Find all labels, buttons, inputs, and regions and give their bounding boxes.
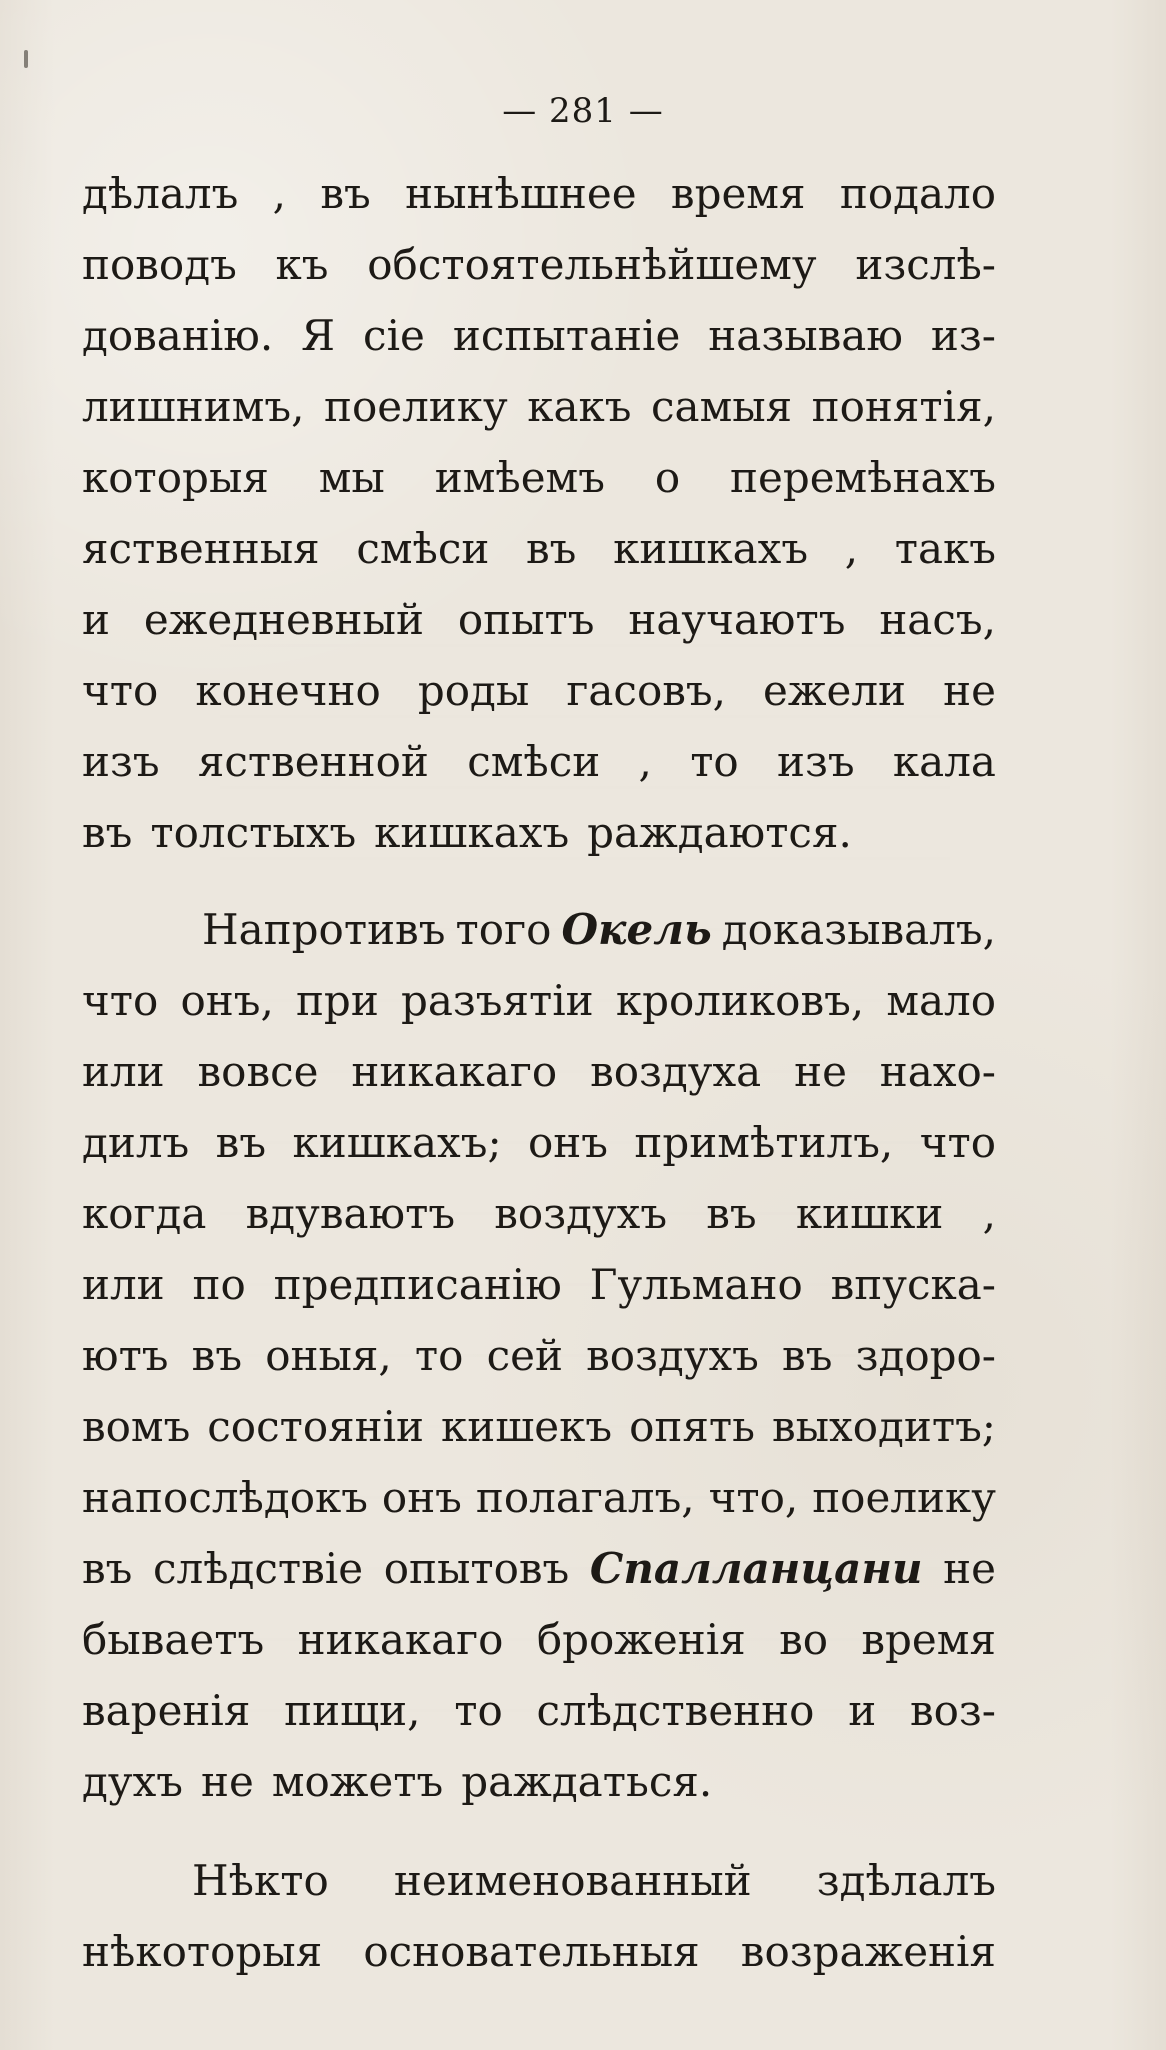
page-body	[82, 158, 996, 1987]
text-line	[82, 655, 996, 726]
word: при	[295, 976, 379, 1025]
word: изъ	[82, 737, 160, 786]
word: кишкахъ	[613, 524, 809, 573]
word: кала	[892, 737, 996, 786]
word: самыя	[651, 382, 793, 431]
text-line	[82, 158, 996, 229]
text-line	[82, 1604, 996, 1675]
word: въ	[215, 1118, 267, 1167]
word: роды	[417, 666, 530, 715]
word: поелику	[323, 382, 508, 431]
word: впуска-	[830, 1260, 996, 1309]
word: что	[919, 1118, 996, 1167]
word: Окель	[561, 905, 712, 954]
word: въ	[82, 808, 133, 857]
paragraph-1	[82, 158, 996, 868]
text-line	[82, 1320, 996, 1391]
word: не	[200, 1757, 254, 1806]
word: кишкахъ	[374, 808, 570, 857]
text-line	[82, 442, 996, 513]
word: можетъ	[271, 1757, 444, 1806]
text-line	[82, 1249, 996, 1320]
word: или	[82, 1047, 165, 1096]
word: напослѣдокъ	[82, 1473, 368, 1522]
word: Спалланцани	[589, 1544, 923, 1593]
word: онъ,	[180, 976, 274, 1025]
word: толстыхъ	[150, 808, 357, 857]
word: время	[861, 1615, 996, 1664]
word: что,	[708, 1473, 799, 1522]
word: дованію.	[82, 311, 274, 360]
word: оныя,	[265, 1331, 392, 1380]
word: выходитъ;	[771, 1402, 996, 1451]
word: въ	[706, 1189, 757, 1238]
word: ,	[272, 169, 287, 218]
word: понятія,	[811, 382, 996, 431]
word: время	[670, 169, 806, 218]
word: броженія	[536, 1615, 746, 1664]
text-line	[82, 797, 996, 868]
word: опять	[629, 1402, 755, 1451]
word: Гульмано	[589, 1260, 803, 1309]
word: сей	[486, 1331, 563, 1380]
word: Я	[301, 311, 336, 360]
word: предписанію	[273, 1260, 562, 1309]
text-line	[82, 371, 996, 442]
word: гасовъ,	[566, 666, 726, 715]
word: раждаться.	[461, 1757, 713, 1806]
word: раждаются.	[587, 808, 852, 857]
word: и	[82, 595, 110, 644]
word: опытъ	[457, 595, 595, 644]
word: ютъ	[82, 1331, 169, 1380]
word: варенія	[82, 1686, 251, 1735]
page-number: — 281 —	[502, 91, 664, 131]
paragraph-2	[82, 894, 996, 1817]
word: ,	[638, 737, 652, 786]
text-line	[82, 726, 996, 797]
word: по	[192, 1260, 246, 1309]
word: перемѣнахъ	[729, 453, 996, 502]
text-line	[82, 1036, 996, 1107]
word: слѣдствіе	[152, 1544, 364, 1593]
word: ежедневный	[143, 595, 424, 644]
word: въ	[782, 1331, 833, 1380]
word: никакаго	[297, 1615, 504, 1664]
word: того	[455, 905, 552, 954]
text-line	[82, 1178, 996, 1249]
word: имѣемъ	[434, 453, 605, 502]
word: кишекъ	[441, 1402, 613, 1451]
text-line	[82, 1462, 996, 1533]
word: кишкахъ;	[292, 1118, 502, 1167]
text-line	[82, 1916, 996, 1987]
word: не	[943, 1544, 996, 1593]
word: что	[82, 666, 159, 715]
word: что	[82, 976, 159, 1025]
word: къ	[275, 240, 329, 289]
word: вомъ	[82, 1402, 191, 1451]
word: дѣлалъ	[82, 169, 239, 218]
word: какъ	[527, 382, 632, 431]
word: воз-	[909, 1686, 996, 1735]
word: вовсе	[197, 1047, 319, 1096]
word: воздухъ	[586, 1331, 759, 1380]
paragraph-3	[82, 1845, 996, 1987]
word: воздуха	[590, 1047, 762, 1096]
word: полагалъ,	[475, 1473, 695, 1522]
word: опытовъ	[383, 1544, 570, 1593]
text-line	[82, 965, 996, 1036]
paragraph-gap	[82, 868, 996, 894]
word: мало	[886, 976, 996, 1025]
word: насъ,	[879, 595, 996, 644]
word: которыя	[82, 453, 269, 502]
word: и	[848, 1686, 877, 1735]
word: нахо-	[879, 1047, 996, 1096]
word: здѣлалъ	[816, 1856, 996, 1905]
word: воздухъ	[494, 1189, 668, 1238]
word: разъятіи	[400, 976, 594, 1025]
word: онъ	[381, 1473, 462, 1522]
text-line	[82, 894, 996, 965]
text-line	[82, 229, 996, 300]
word: нынѣшнее	[405, 169, 637, 218]
text-line	[82, 1107, 996, 1178]
word: кроликовъ,	[615, 976, 865, 1025]
word: въ	[191, 1331, 243, 1380]
text-line	[82, 1533, 996, 1604]
word: или	[82, 1260, 165, 1309]
word: то	[454, 1686, 503, 1735]
word: кишки	[795, 1189, 944, 1238]
word: во	[779, 1615, 829, 1664]
word: то	[690, 737, 739, 786]
word: неименованный	[393, 1856, 752, 1905]
word: примѣтилъ,	[634, 1118, 894, 1167]
word: доказывалъ,	[721, 905, 996, 954]
word: духъ	[82, 1757, 183, 1806]
word: изъ	[777, 737, 855, 786]
word: вдуваютъ	[245, 1189, 456, 1238]
word: поводъ	[82, 240, 237, 289]
word: не	[943, 666, 996, 715]
word: когда	[82, 1189, 207, 1238]
word: лишнимъ,	[82, 382, 305, 431]
word: из-	[930, 311, 996, 360]
word: пищи,	[284, 1686, 421, 1735]
word: яственной	[197, 737, 429, 786]
word: изслѣ-	[855, 240, 996, 289]
word: состояніи	[207, 1402, 425, 1451]
text-line	[82, 1746, 996, 1817]
word: подало	[839, 169, 996, 218]
word: конечно	[195, 666, 381, 715]
paragraph-gap	[82, 1817, 996, 1845]
word: слѣдственно	[536, 1686, 815, 1735]
text-line	[82, 584, 996, 655]
word: такъ	[894, 524, 996, 573]
word: то	[414, 1331, 464, 1380]
word: не	[794, 1047, 847, 1096]
word: ,	[844, 524, 859, 573]
page-edge-mark	[24, 50, 28, 68]
text-line	[82, 1391, 996, 1462]
text-line	[82, 513, 996, 584]
word: Нѣкто	[192, 1856, 329, 1905]
word: никакаго	[351, 1047, 558, 1096]
word: въ	[526, 524, 577, 573]
word: здоро-	[855, 1331, 996, 1380]
word: поелику	[812, 1473, 996, 1522]
word: сіе	[363, 311, 425, 360]
word: ежели	[763, 666, 907, 715]
text-line	[82, 1845, 996, 1916]
word: называю	[708, 311, 903, 360]
text-line	[82, 1675, 996, 1746]
word: ,	[982, 1189, 996, 1238]
word: смѣси	[467, 737, 601, 786]
word: обстоятельнѣйшему	[367, 240, 817, 289]
word: возраженія	[740, 1927, 996, 1976]
word: испытаніе	[452, 311, 681, 360]
text-line	[82, 300, 996, 371]
word: научаютъ	[628, 595, 846, 644]
word: дилъ	[82, 1118, 190, 1167]
word: въ	[320, 169, 371, 218]
word: въ	[82, 1544, 133, 1593]
word: онъ	[528, 1118, 609, 1167]
word: бываетъ	[82, 1615, 265, 1664]
word: основательныя	[363, 1927, 700, 1976]
word: смѣси	[356, 524, 490, 573]
word: нѣкоторыя	[82, 1927, 323, 1976]
word: о	[654, 453, 681, 502]
word: яственныя	[82, 524, 320, 573]
word: мы	[318, 453, 385, 502]
word: Напротивъ	[202, 905, 446, 954]
